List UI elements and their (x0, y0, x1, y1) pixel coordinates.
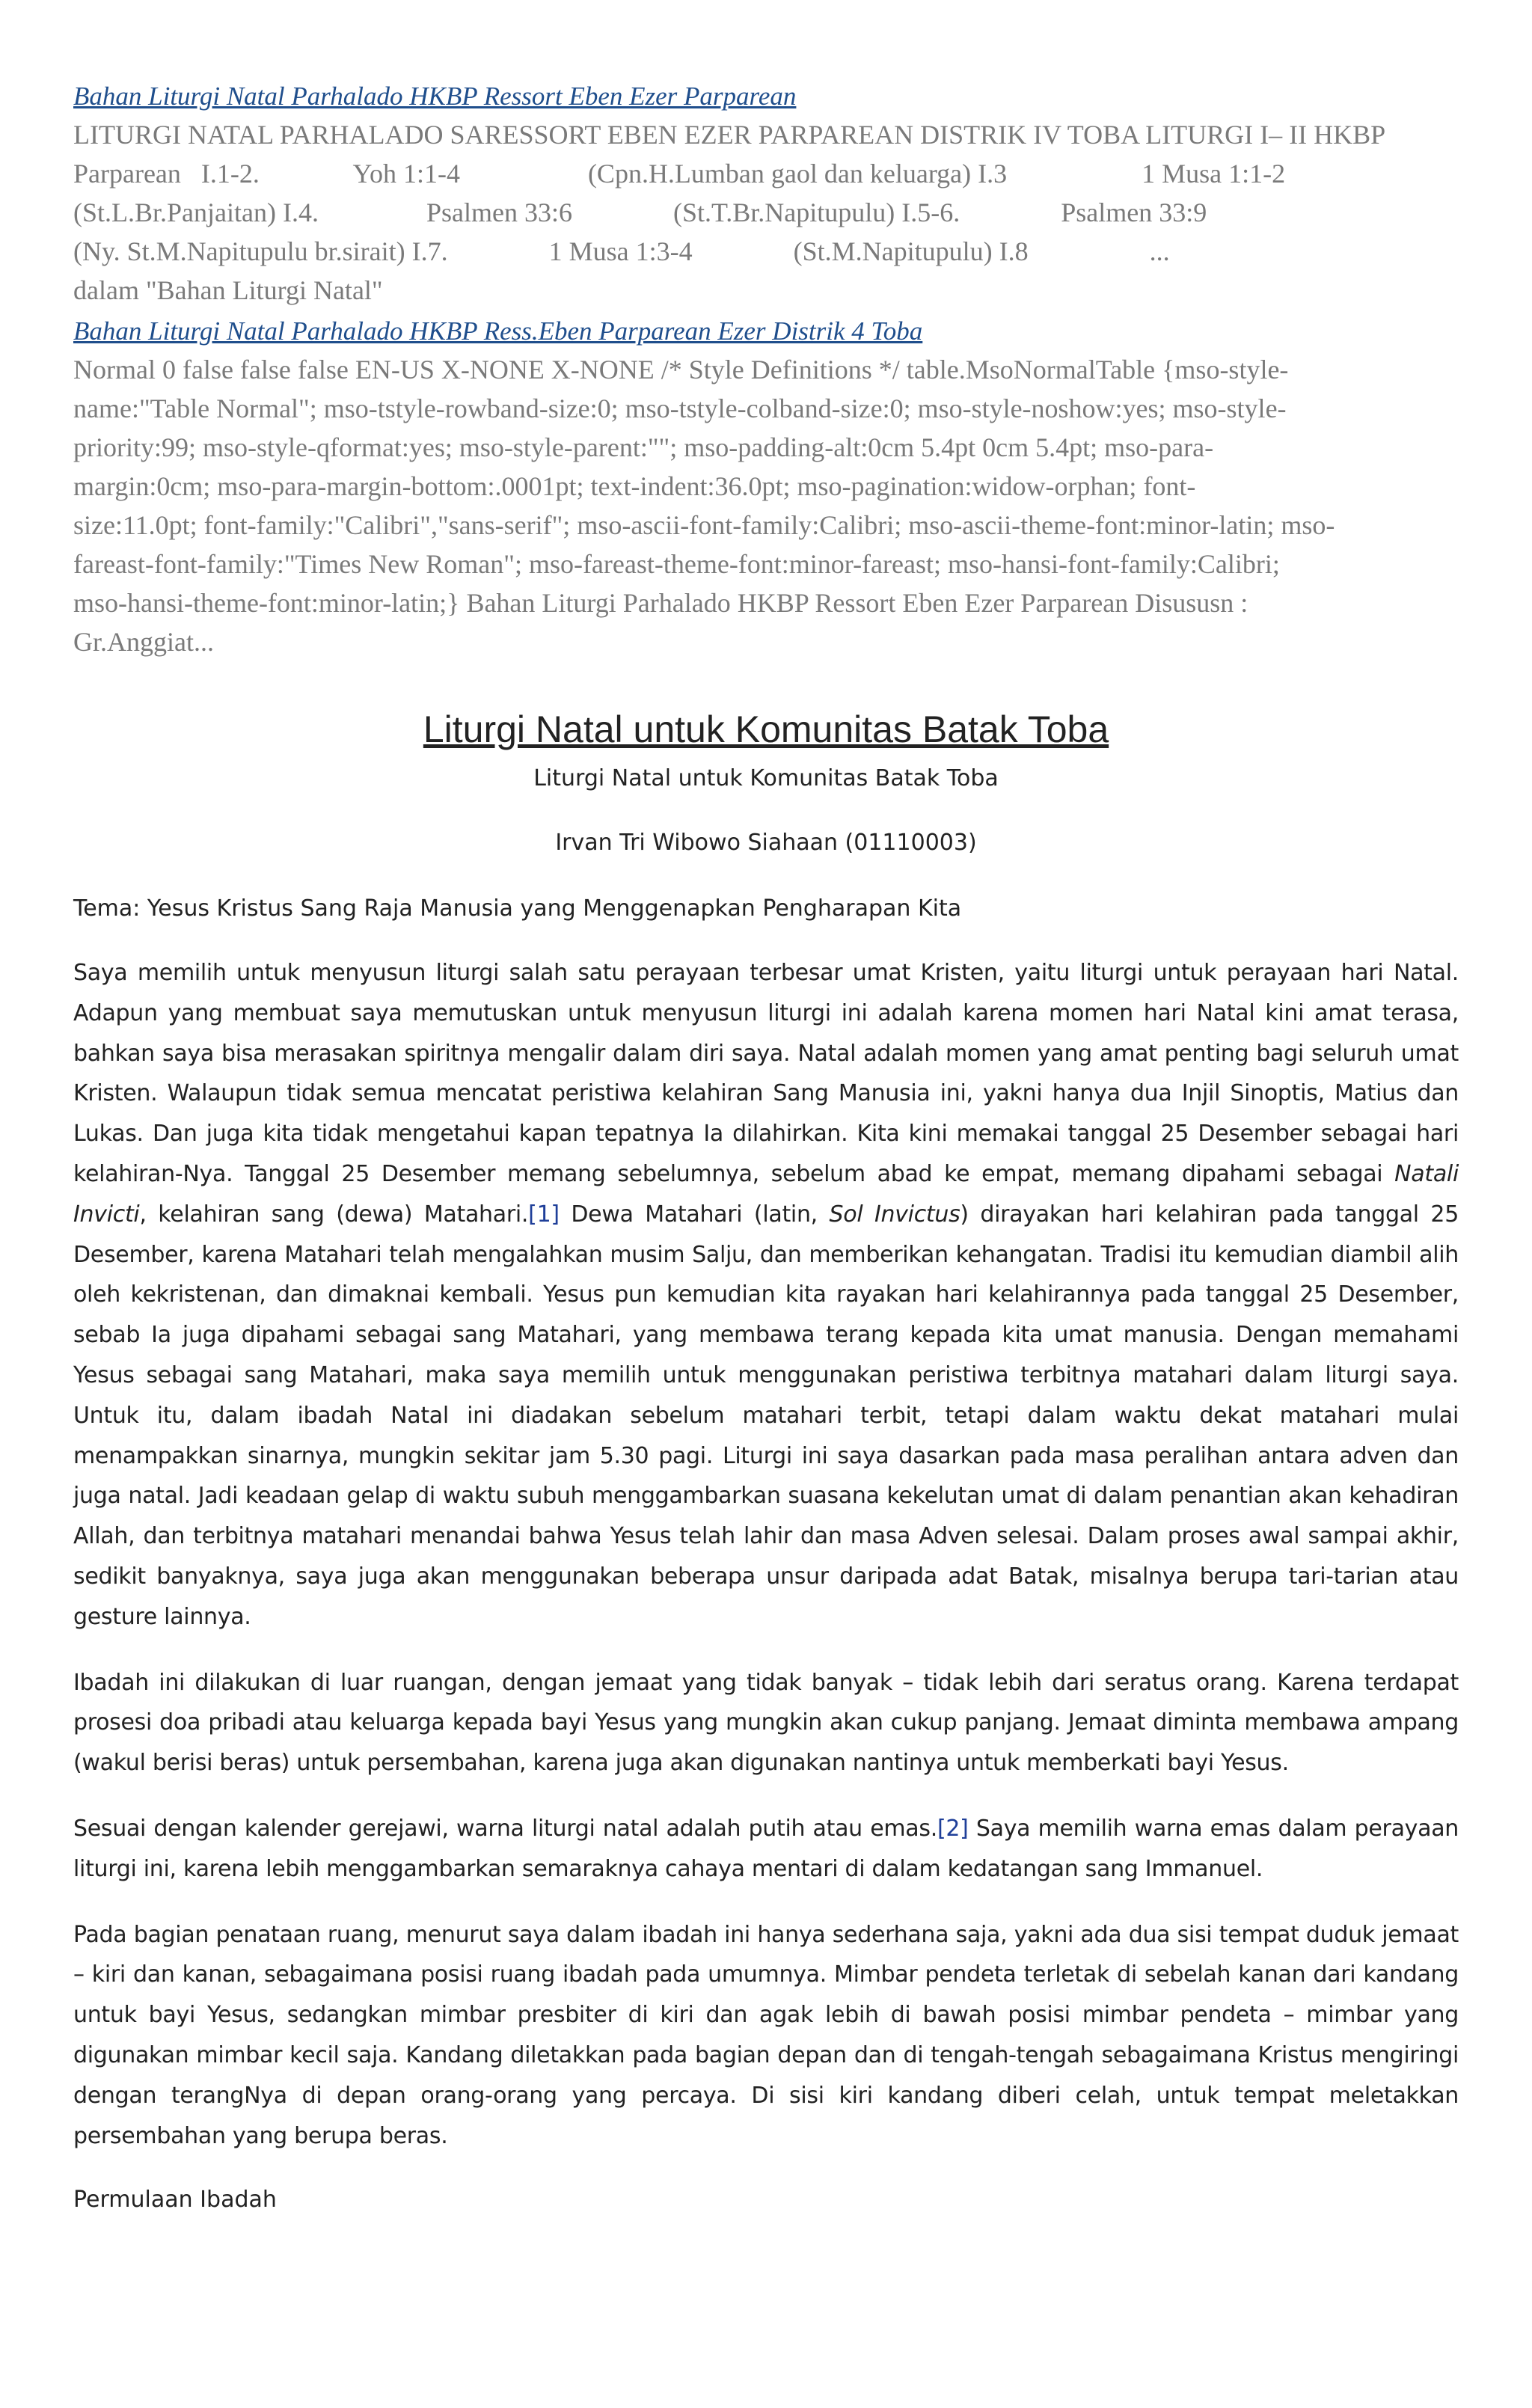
result-snippet-2 (73, 350, 1459, 661)
snippet-line: Parparean I.1-2. Yoh 1:1-4 (Cpn.H.Lumban gaol dan keluarga) I.3 1 Musa 1:1-2 (73, 159, 1286, 189)
page (73, 0, 1459, 2217)
italic-term: Sol Invictus (829, 1201, 960, 1228)
paragraph-intro (73, 953, 1459, 1637)
footnote-link-2[interactable]: [2] (937, 1815, 969, 1842)
snippet-line: (Ny. St.M.Napitupulu br.sirait) I.7. 1 Musa 1:3-4 (St.M.Napitupulu) I.8 ... (73, 236, 1170, 266)
snippet-line: name:"Table Normal"; mso-tstyle-rowband-size:0; mso-tstyle-colband-size:0; mso-style-noshow:yes; mso-style- (73, 393, 1287, 423)
snippet-line: Gr.Anggiat... (73, 627, 214, 657)
document-author: Irvan Tri Wibowo Siahaan (01110003) (555, 830, 977, 856)
paragraph-text: Saya memilih warna emas dalam perayaan liturgi ini, karena lebih menggambarkan semaraknya cahaya mentari di dalam kedatangan sang Immanuel. (73, 1815, 1459, 1882)
snippet-line: (St.L.Br.Panjaitan) I.4. Psalmen 33:6 (St.T.Br.Napitupulu) I.5-6. Psalmen 33:9 (73, 197, 1207, 227)
snippet-line: Normal 0 false false false EN-US X-NONE X-NONE /* Style Definitions */ table.MsoNormalTable {mso-style- (73, 355, 1289, 385)
result-snippet-1 (73, 115, 1459, 310)
section-heading: Permulaan Ibadah (73, 2187, 277, 2214)
result-link-2[interactable]: Bahan Liturgi Natal Parhalado HKBP Ress.Eben Parparean Ezer Distrik 4 Toba (73, 316, 923, 346)
snippet-line: dalam "Bahan Liturgi Natal" (73, 275, 383, 305)
italic-term: Natali Invicti (73, 1160, 1459, 1228)
snippet-line: margin:0cm; mso-para-margin-bottom:.0001pt; text-indent:36.0pt; mso-pagination:widow-orphan; font- (73, 471, 1196, 501)
document-theme: Tema: Yesus Kristus Sang Raja Manusia yang Menggenapkan Pengharapan Kita (73, 895, 962, 922)
snippet-line: size:11.0pt; font-family:"Calibri","sans-serif"; mso-ascii-font-family:Calibri; mso-ascii-theme-font:minor-latin; mso- (73, 510, 1335, 540)
paragraph-color (73, 1809, 1459, 1890)
result-link-1[interactable]: Bahan Liturgi Natal Parhalado HKBP Ressort Eben Ezer Parparean (73, 82, 797, 111)
paragraph-text: Sesuai dengan kalender gerejawi, warna liturgi natal adalah putih atau emas. (73, 1815, 937, 1842)
document-subtitle: Liturgi Natal untuk Komunitas Batak Toba (533, 765, 999, 791)
paragraph-layout: Pada bagian penataan ruang, menurut saya dalam ibadah ini hanya sederhana saja, yakni ada dua sisi tempat duduk jemaat – kiri dan kanan, sebagaimana posisi ruang ibadah pada umumnya. Mimbar pendeta terletak di sebelah kanan dari kandang untuk bayi Yesus, sedangkan mimbar presbiter di kiri dan agak lebih di bawah posisi mimbar pendeta – mimbar yang digunakan mimbar kecil saja. Kandang diletakkan pada bagian depan dan di tengah-tengah sebagaimana Kristus mengiringi dengan terangNya di depan orang-orang yang percaya. Di sisi kiri kandang diberi celah, untuk tempat meletakkan persembahan yang berupa beras. (73, 1921, 1459, 2149)
paragraph-setting: Ibadah ini dilakukan di luar ruangan, dengan jemaat yang tidak banyak – tidak lebih dari seratus orang. Karena terdapat prosesi doa pribadi atau keluarga kepada bayi Yesus yang mungkin akan cukup panjang. Jemaat diminta membawa ampang (wakul berisi beras) untuk persembahan, karena juga akan digunakan nantinya untuk memberkati bayi Yesus. (73, 1669, 1459, 1777)
snippet-line: mso-hansi-theme-font:minor-latin;} Bahan Liturgi Parhalado HKBP Ressort Eben Ezer Parparean Disususn : (73, 588, 1248, 618)
paragraph-text: , kelahiran sang (dewa) Matahari. (139, 1201, 529, 1228)
paragraph-text: ) dirayakan hari kelahiran pada tanggal 25 Desember, karena Matahari telah mengalahkan musim Salju, dan memberikan kehangatan. Tradisi itu kemudian diambil alih oleh kekristenan, dan dimaknai kembali. Yesus pun kemudian kita rayakan hari kelahirannya pada tanggal 25 Desember, sebab Ia juga dipahami sebagai sang Matahari, yang membawa terang kepada kita umat manusia. Dengan memahami Yesus sebagai sang Matahari, maka saya memilih untuk menggunakan peristiwa terbitnya matahari dalam liturgi saya. Untuk itu, dalam ibadah Natal ini diadakan sebelum matahari terbit, tetapi dalam waktu dekat matahari mulai menampakkan sinarnya, mungkin sekitar jam 5.30 pagi. Liturgi ini saya dasarkan pada masa peralihan antara adven dan juga natal. Jadi keadaan gelap di waktu subuh menggambarkan suasana kekelutan umat di dalam penantian akan kehadiran Allah, dan terbitnya matahari menandai bahwa Yesus telah lahir dan masa Adven selesai. Dalam proses awal sampai akhir, sedikit banyaknya, saya juga akan menggunakan beberapa unsur daripada adat Batak, misalnya berupa tari-tarian atau gesture lainnya. (73, 1201, 1459, 1630)
document-title: Liturgi Natal untuk Komunitas Batak Toba (423, 708, 1109, 750)
snippet-line: LITURGI NATAL PARHALADO SARESSORT EBEN EZER PARPAREAN DISTRIK IV TOBA LITURGI I– II HKBP (73, 120, 1386, 150)
footnote-link-1[interactable]: [1] (528, 1201, 560, 1228)
snippet-line: priority:99; mso-style-qformat:yes; mso-style-parent:""; mso-padding-alt:0cm 5.4pt 0cm 5.4pt; mso-para- (73, 432, 1214, 462)
paragraph-text: Saya memilih untuk menyusun liturgi salah satu perayaan terbesar umat Kristen, yaitu liturgi untuk perayaan hari Natal. Adapun yang membuat saya memutuskan untuk menyusun liturgi ini adalah karena momen hari Natal kini amat terasa, bahkan saya bisa merasakan spiritnya mengalir dalam diri saya. Natal adalah momen yang amat penting bagi seluruh umat Kristen. Walaupun tidak semua mencatat peristiwa kelahiran Sang Manusia ini, yakni hanya dua Injil Sinoptis, Matius dan Lukas. Dan juga kita tidak mengetahui kapan tepatnya Ia dilahirkan. Kita kini memakai tanggal 25 Desember sebagai hari kelahiran-Nya. Tanggal 25 Desember memang sebelumnya, sebelum abad ke empat, memang dipahami sebagai (73, 960, 1459, 1187)
paragraph-text: Dewa Matahari (latin, (559, 1201, 830, 1228)
snippet-line: fareast-font-family:"Times New Roman"; mso-fareast-theme-font:minor-fareast; mso-hansi-font-family:Calibri; (73, 549, 1280, 579)
